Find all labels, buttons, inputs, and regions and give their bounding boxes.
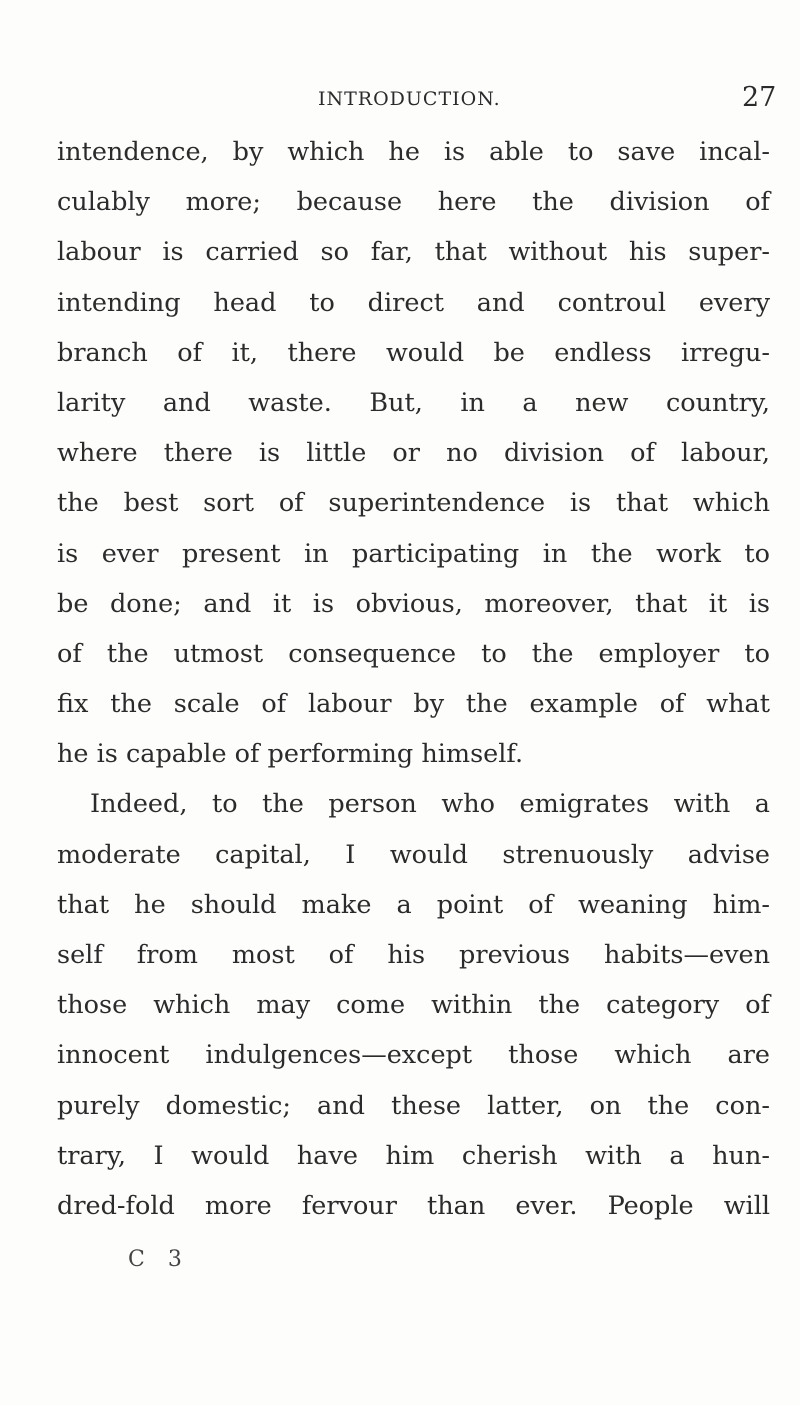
text-line: of the utmost consequence to the employer to	[57, 638, 770, 669]
text-line: moderate capital, I would strenuously advise	[57, 839, 770, 870]
text-line: purely domestic; and these latter, on the con-	[57, 1090, 770, 1121]
text-line: dred-fold more fervour than ever. People will	[57, 1190, 770, 1221]
text-line: where there is little or no division of labour,	[57, 438, 770, 469]
running-head	[0, 82, 800, 118]
text-line: trary, I would have him cherish with a hun-	[57, 1140, 770, 1171]
text-line: innocent indulgences—except those which are	[57, 1040, 770, 1071]
text-line: intending head to direct and controul every	[57, 287, 770, 318]
running-head-title: INTRODUCTION.	[318, 88, 501, 110]
text-line: intendence, by which he is able to save incal-	[57, 137, 770, 167]
text-line: those which may come within the category of	[57, 990, 770, 1021]
page-number: 27	[742, 82, 777, 113]
text-line: larity and waste. But, in a new country,	[57, 387, 770, 418]
text-line: labour is carried so far, that without his super-	[57, 237, 770, 268]
text-line: self from most of his previous habits—even	[57, 940, 770, 970]
text-line: culably more; because here the division of	[57, 187, 770, 218]
text-line: the best sort of superintendence is that which	[57, 488, 770, 519]
text-line: be done; and it is obvious, moreover, that it is	[57, 588, 770, 619]
text-line: is ever present in participating in the work to	[57, 538, 770, 569]
text-line: fix the scale of labour by the example of what	[57, 689, 770, 720]
text-line: that he should make a point of weaning him-	[57, 889, 770, 920]
body-text	[57, 127, 770, 1231]
text-line: Indeed, to the person who emigrates with a	[90, 789, 770, 820]
text-line: branch of it, there would be endless irregu-	[57, 337, 770, 368]
signature-mark: C 3	[128, 1247, 190, 1272]
text-line: he is capable of performing himself.	[57, 739, 524, 770]
